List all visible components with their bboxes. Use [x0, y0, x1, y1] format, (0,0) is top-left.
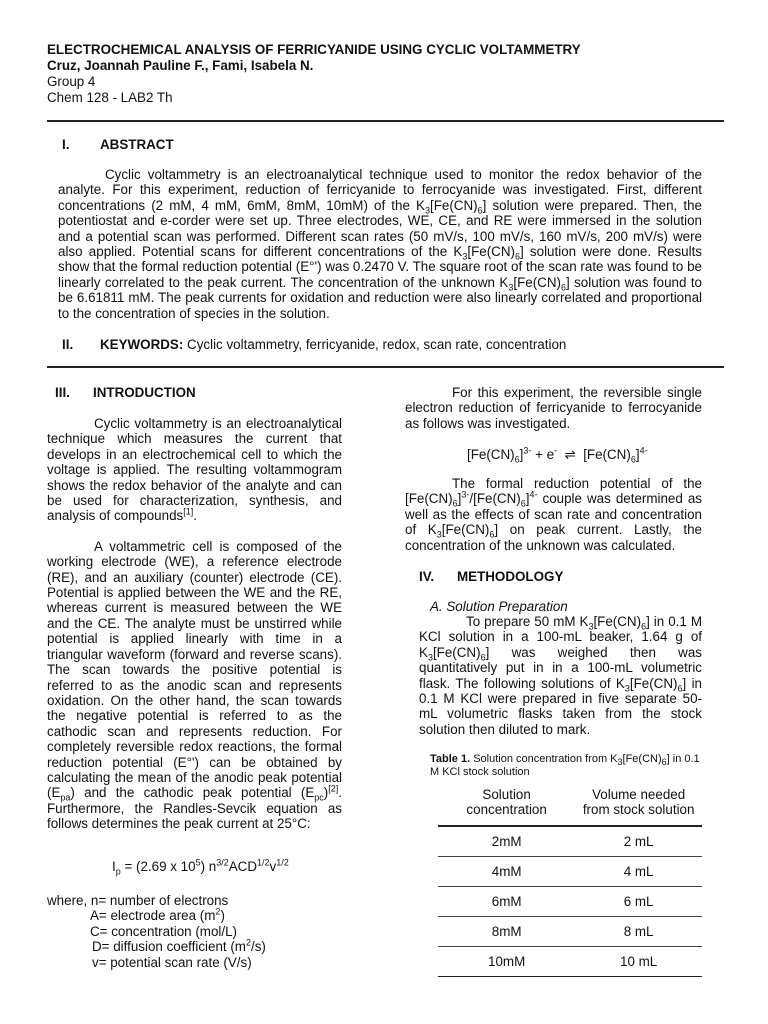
solution-preparation-body: To prepare 50 mM $K_3[Fe(CN)_6]$ in 0.1 M KCl solution in a 100-mL beaker, 1.64 g of $K_3[Fe(CN)_6]$ was weighed then was quantitatively put in in a 100-mL volumetric flask. The following solutions of $K_3[Fe(CN)_6]$ in 0.1 M KCl were prepared in five separate 50-mL volumetric flasks taken from the stock solution then diluted to mark.	[419, 614, 702, 737]
table-caption: Table 1. Solution concentration from $K_3[Fe(CN)_6]$ in 0.1 M KCl stock solution	[430, 753, 700, 778]
table-row	[438, 917, 702, 947]
table-row	[438, 887, 702, 917]
table-header-row	[438, 779, 702, 826]
header-rule	[47, 120, 724, 122]
introduction-heading: III. INTRODUCTION	[55, 385, 196, 400]
table-cell: 10mM	[438, 947, 575, 977]
where-line: where, n= number of electrons	[47, 893, 229, 908]
experiment-goals: The formal reduction potential of the $[Fe(CN)_6]^{3-}/[Fe(CN)_6]^{4-}$ couple was determined as well as the effects of scan rate and concentration of $K_3[Fe(CN)_6]$ on peak current. Lastly, the concentration of the unknown was calculated.	[405, 476, 702, 553]
table-cell: 2mM	[438, 826, 575, 857]
paper-title: ELECTROCHEMICAL ANALYSIS OF FERRICYANIDE USING CYCLIC VOLTAMMETRY	[47, 42, 581, 57]
randles-sevcik-equation: $I_p = (2.69$ x $10^5$) $n^{3/2}ACD^{1/2}v^{1/2}$	[112, 857, 289, 877]
solution-table	[438, 779, 702, 977]
table-cell: 8 mL	[575, 917, 702, 947]
table-cell: 2 mL	[575, 826, 702, 857]
table-row	[438, 857, 702, 887]
table-cell: 6 mL	[575, 887, 702, 917]
table-header-cell: Volume needed from stock solution	[582, 786, 695, 817]
keywords-line: II. KEYWORDS: Cyclic voltammetry, ferricyanide, redox, scan rate, concentration	[62, 337, 567, 352]
redox-equation: $[Fe(CN)_6]^{3-} + e^-$ ⇌ $[Fe(CN)_6]^{4-}$	[467, 445, 648, 465]
table-cell: 4mM	[438, 857, 575, 887]
abstract-heading: I. ABSTRACT	[62, 137, 174, 152]
variable-definitions: where, n= number of electrons A= electrode area $(m^2)$ C= concentration (mol/L) D= diffusion coefficient $(m^2/s)$ v= potential scan rate (V/s)	[47, 893, 342, 970]
table-row	[438, 947, 702, 977]
section-rule	[47, 366, 724, 368]
abstract-body: Cyclic voltammetry is an electroanalytical technique used to monitor the redox behavior of the analyte. For this experiment, reduction of ferricyanide to ferrocyanide was investigated. First, different concentrations (2 mM, 4 mM, 6mM, 8mM, 10mM) of the $K_3[Fe(CN)_6]$ solution were prepared. Then, the potentiostat and e-corder were set up. Three electrodes, WE, CE, and RE were immersed in the solution and a potential scan was performed. Different scan rates (50 mV/s, 100 mV/s, 160 mV/s, 200 mV/s) were also applied. Potential scans for different concentrations of the $K_3[Fe(CN)_6]$ solution were done. Results show that the formal reduction potential (E°') was 0.2470 V. The square root of the scan rate was found to be linearly correlated to the peak current. The concentration of the unknown $K_3[Fe(CN)_6]$ solution was found to be 6.61811 mM. The peak currents for oxidation and reduction were also linearly correlated and proportional to the concentration of species in the solution.	[58, 167, 703, 321]
experiment-intro: For this experiment, the reversible single electron reduction of ferricyanide to ferrocyanide as follows was investigated.	[405, 385, 702, 431]
table-cell: 4 mL	[575, 857, 702, 887]
table-header-cell: Solution concentration	[466, 786, 547, 817]
authors: Cruz, Joannah Pauline F., Fami, Isabela N.	[47, 58, 314, 73]
table-row	[438, 826, 702, 857]
table-cell: 6mM	[438, 887, 575, 917]
table-cell: 10 mL	[575, 947, 702, 977]
methodology-heading: IV. METHODOLOGY	[419, 569, 564, 584]
table-cell: 8mM	[438, 917, 575, 947]
introduction-body: Cyclic voltammetry is an electroanalytical technique which measures the current that develops in an electrochemical cell to which the voltage is applied. The resulting voltammogram shows the redox behavior of the analyte and can be used for characterization, synthesis, and analysis of compounds[1]. A voltammetric cell is composed of the working electrode (WE), a reference electrode (RE), and an auxiliary (counter) electrode (CE). Potential is applied between the WE and the RE, whereas current is measured between the WE and the CE. The analyte must be unstirred while potential is applied linearly with time in a triangular waveform (forward and reverse scans). The scan towards the positive potential is referred to as the anodic scan and represents oxidation. On the other hand, the scan towards the negative potential is referred to as the cathodic scan and represents reduction. For completely reversible redox reactions, the formal reduction potential (E°') can be obtained by calculating the mean of the anodic peak potential $(E_{pa})$ and the cathodic peak potential $(E_{pc})[2]$. Furthermore, the Randles-Sevcik equation as follows determines the peak current at 25°C:	[47, 416, 342, 832]
solution-preparation-heading: A. Solution Preparation	[430, 599, 568, 614]
group-label: Group 4	[47, 74, 96, 89]
course-label: Chem 128 - LAB2 Th	[47, 90, 173, 105]
